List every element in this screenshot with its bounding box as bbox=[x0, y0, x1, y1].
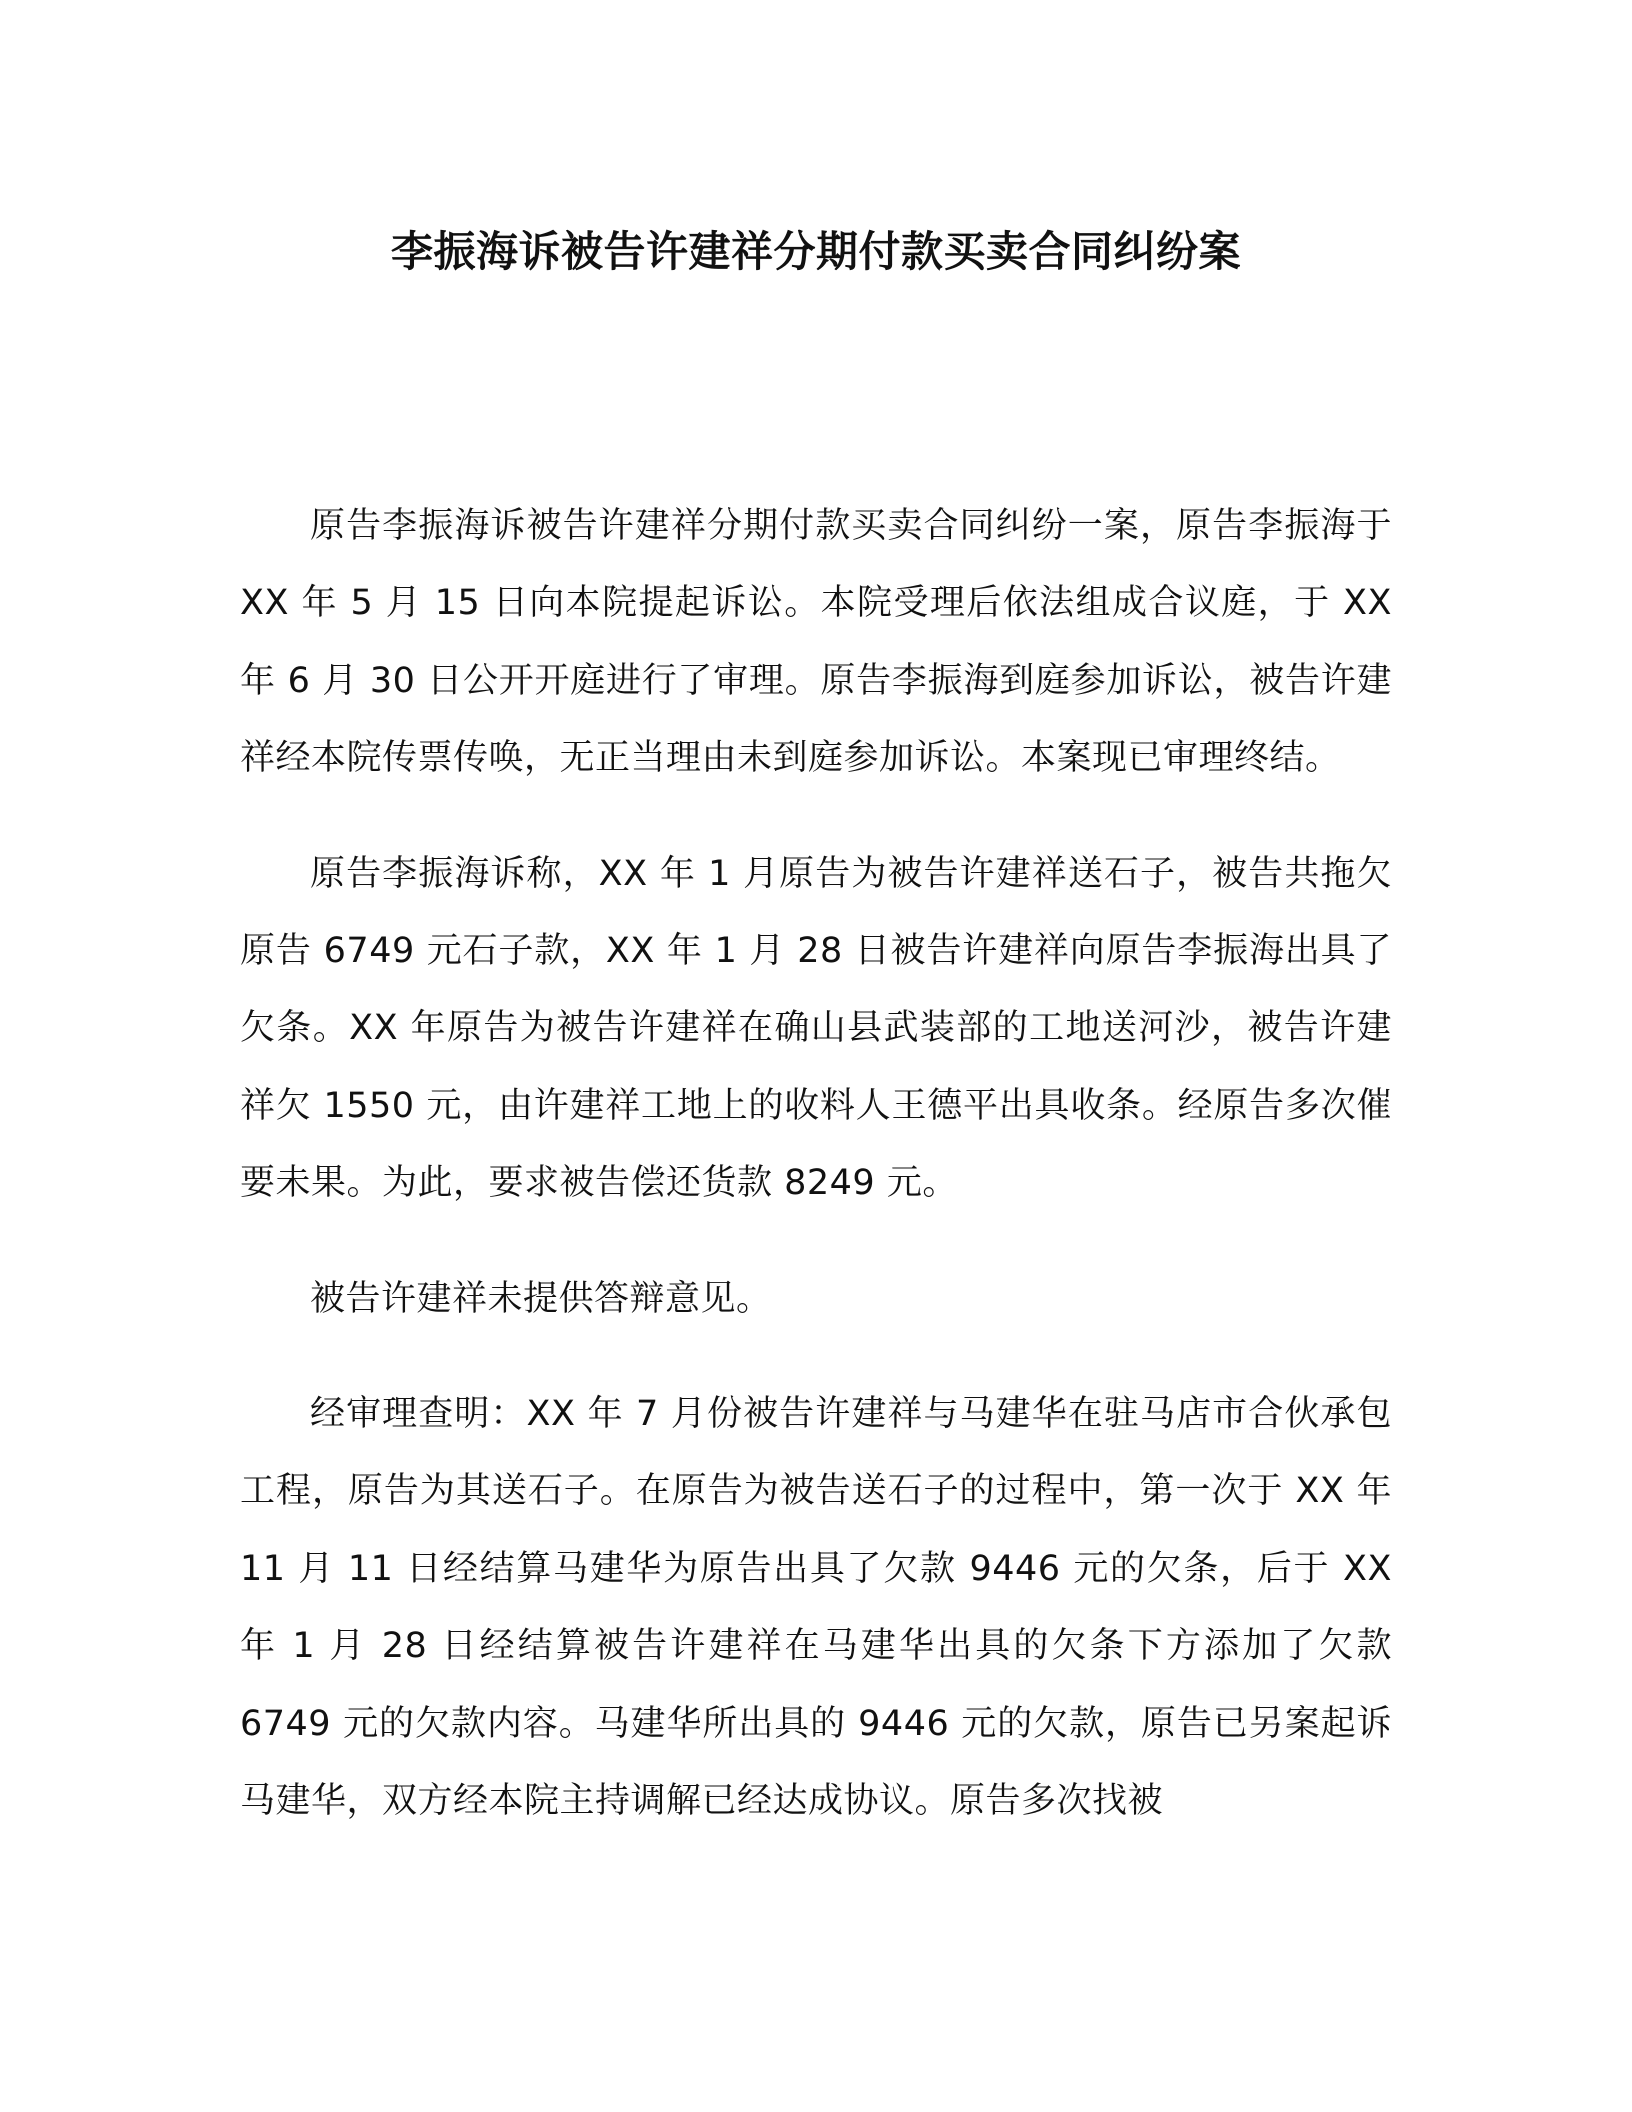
paragraph-case-intro: 原告李振海诉被告许建祥分期付款买卖合同纠纷一案，原告李振海于 XX 年 5 月 15 日向本院提起诉讼。本院受理后依法组成合议庭，于 XX 年 6 月 30 日公开开庭进行了审理。原告李振海到庭参加诉讼，被告许建祥经本院传票传唤，无正当理由未到庭参加诉讼。本案现已审理终结。 bbox=[240, 506, 1392, 779]
document-body bbox=[240, 488, 1392, 1879]
paragraph-defendant-response: 被告许建祥未提供答辩意见。 bbox=[310, 1278, 772, 1319]
paragraph-plaintiff-claim: 原告李振海诉称，XX 年 1 月原告为被告许建祥送石子，被告共拖欠原告 6749 元石子款，XX 年 1 月 28 日被告许建祥向原告李振海出具了欠条。XX 年原告为被告许建祥在确山县武装部的工地送河沙，被告许建祥欠 1550 元，由许建祥工地上的收料人王德平出具收条。经原告多次催要未果。为此，要求被告偿还货款 8249 元。 bbox=[240, 853, 1392, 1204]
document-title: 李振海诉被告许建祥分期付款买卖合同纠纷案 bbox=[390, 227, 1241, 276]
paragraph-court-findings: 经审理查明：XX 年 7 月份被告许建祥与马建华在驻马店市合伙承包工程，原告为其送石子。在原告为被告送石子的过程中，第一次于 XX 年 11 月 11 日经结算马建华为原告出具了欠款 9446 元的欠条，后于 XX 年 1 月 28 日经结算被告许建祥在马建华出具的欠条下方添加了欠款 6749 元的欠款内容。马建华所出具的 9446 元的欠款，原告已另案起诉马建华，双方经本院主持调解已经达成协议。原告多次找被 bbox=[240, 1394, 1392, 1822]
